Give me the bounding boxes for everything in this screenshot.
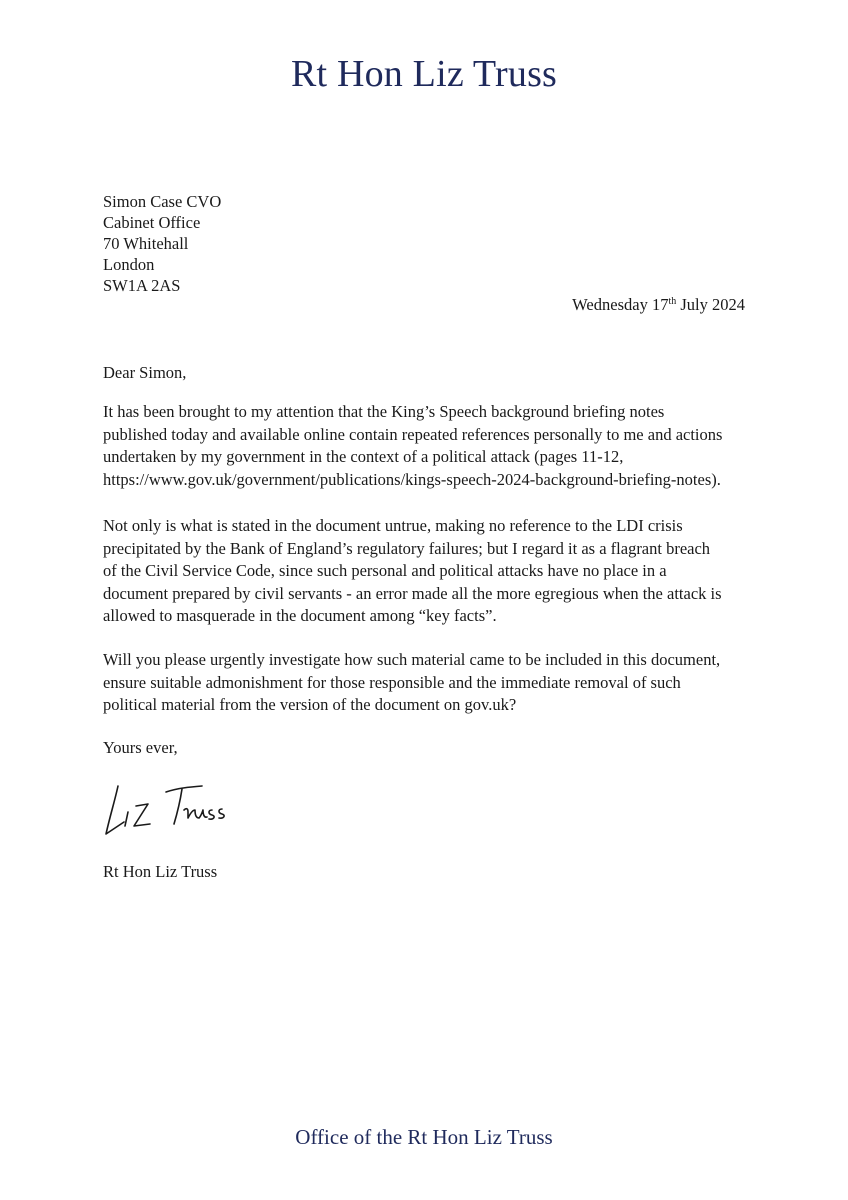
paragraph-line: document prepared by civil servants - an error made all the more egregious when the attack is (103, 583, 722, 603)
paragraph-line: of the Civil Service Code, since such personal and political attacks have no place in a (103, 561, 667, 580)
signer-name: Rt Hon Liz Truss (103, 862, 218, 881)
handwritten-signature (98, 772, 248, 842)
recipient-organisation: Cabinet Office (103, 213, 201, 232)
paragraph-line: Not only is what is stated in the document untrue, making no reference to the LDI crisis (103, 516, 683, 535)
body-paragraph-3 (103, 649, 753, 717)
recipient-street: 70 Whitehall (103, 234, 189, 253)
date-ordinal: th (668, 296, 677, 307)
date-month-year: July 2024 (676, 295, 745, 314)
paragraph-line: https://www.gov.uk/government/publications/kings-speech-2024-background-briefing-notes). (103, 469, 721, 489)
paragraph-line: Will you please urgently investigate how such material came to be included in this document, (103, 650, 721, 669)
recipient-name: Simon Case CVO (103, 192, 222, 211)
recipient-city: London (103, 255, 155, 274)
date-weekday-day: Wednesday 17 (572, 295, 669, 314)
letter-date (572, 294, 745, 315)
paragraph-line: allowed to masquerade in the document among “key facts”. (103, 606, 497, 625)
body-paragraph-2 (103, 515, 753, 628)
paragraph-line: undertaken by my government in the context of a political attack (pages 11-12, (103, 447, 624, 466)
recipient-address (103, 191, 221, 296)
salutation: Dear Simon, (103, 363, 187, 382)
footer-office: Office of the Rt Hon Liz Truss (295, 1125, 553, 1149)
paragraph-line: precipitated by the Bank of England’s regulatory failures; but I regard it as a flagrant breach (103, 538, 711, 558)
paragraph-line: published today and available online contain repeated references personally to me and actions (103, 424, 723, 444)
paragraph-line: It has been brought to my attention that the King’s Speech background briefing notes (103, 402, 665, 421)
body-paragraph-1 (103, 401, 753, 491)
letterhead-title: Rt Hon Liz Truss (290, 53, 558, 95)
paragraph-line: ensure suitable admonishment for those responsible and the immediate removal of such (103, 672, 681, 692)
recipient-postcode: SW1A 2AS (103, 276, 181, 295)
signoff: Yours ever, (103, 738, 178, 757)
paragraph-line: political material from the version of the document on gov.uk? (103, 695, 517, 714)
